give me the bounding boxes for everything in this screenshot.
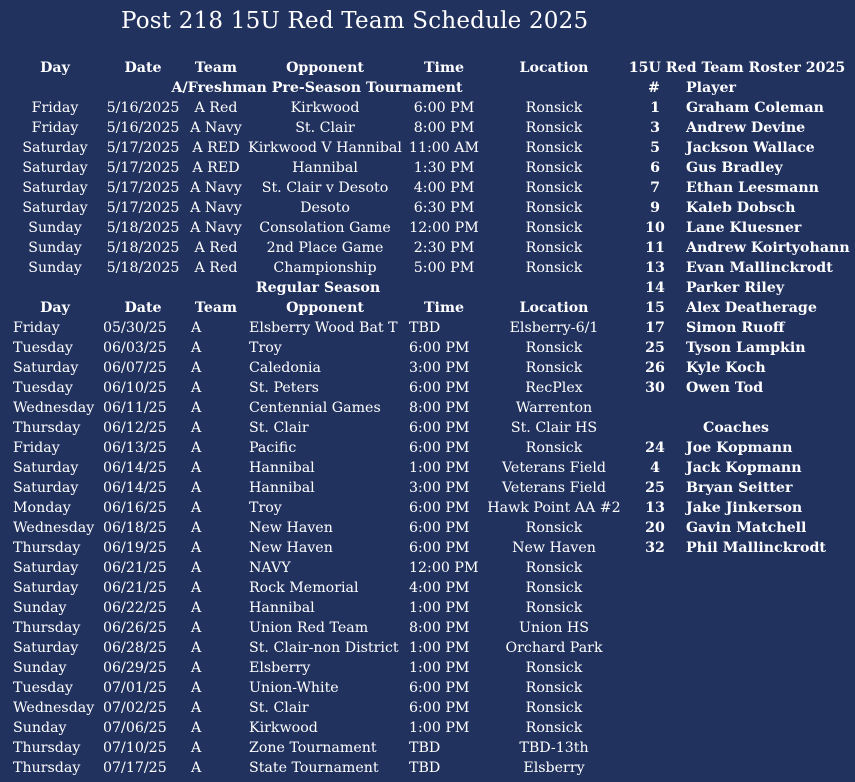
roster-player-name: Ethan Leesmann: [686, 180, 819, 196]
preseason-row-time: 2:30 PM: [413, 240, 475, 256]
roster-player-number: 9: [650, 200, 660, 216]
roster-player-number: 17: [645, 320, 665, 336]
regular-row-team: A: [191, 320, 202, 336]
preseason-row-location: Ronsick: [525, 220, 583, 236]
preseason-row-day: Saturday: [22, 160, 88, 176]
preseason-row-date: 5/17/2025: [106, 200, 180, 216]
regular-row-date: 06/19/25: [103, 540, 167, 556]
regular-row-date: 06/21/25: [103, 560, 167, 576]
preseason-row-team: A Red: [194, 260, 238, 276]
preseason-header-day: Day: [40, 60, 70, 76]
regular-row-opponent: Hannibal: [249, 480, 315, 496]
coach-name: Gavin Matchell: [686, 520, 807, 536]
regular-row-team: A: [191, 640, 202, 656]
regular-row-location: Union HS: [519, 620, 589, 636]
roster-player-number: 15: [645, 300, 665, 316]
regular-row-date: 07/02/25: [103, 700, 167, 716]
regular-row-opponent: Troy: [249, 500, 282, 516]
regular-row-day: Friday: [13, 320, 60, 336]
preseason-row-team: A Navy: [190, 220, 242, 236]
regular-row-date: 06/16/25: [103, 500, 167, 516]
preseason-row-date: 5/18/2025: [106, 220, 180, 236]
regular-row-time: TBD: [409, 760, 441, 776]
coach-number: 24: [645, 440, 665, 456]
preseason-row-opponent: Consolation Game: [259, 220, 391, 236]
preseason-row-team: A RED: [192, 160, 240, 176]
preseason-row-date: 5/16/2025: [106, 100, 180, 116]
regular-row-time: 6:00 PM: [409, 680, 470, 696]
regular-row-team: A: [191, 440, 202, 456]
regular-row-location: Veterans Field: [501, 460, 607, 476]
roster-player-number: 14: [645, 280, 665, 296]
preseason-row-opponent: Championship: [273, 260, 377, 276]
preseason-row-team: A Red: [194, 100, 238, 116]
regular-row-time: 3:00 PM: [409, 360, 470, 376]
regular-row-day: Saturday: [13, 480, 79, 496]
coach-name: Joe Kopmann: [686, 440, 793, 456]
regular-row-location: Veterans Field: [501, 480, 607, 496]
regular-row-date: 06/12/25: [103, 420, 167, 436]
roster-player-name: Graham Coleman: [686, 100, 824, 116]
roster-player-number: 26: [645, 360, 665, 376]
preseason-row-opponent: Kirkwood: [290, 100, 360, 116]
regular-row-time: 1:00 PM: [409, 720, 470, 736]
preseason-row-day: Sunday: [28, 220, 82, 236]
preseason-row-day: Sunday: [28, 240, 82, 256]
regular-row-date: 06/07/25: [103, 360, 167, 376]
preseason-row-time: 6:30 PM: [413, 200, 475, 216]
regular-row-time: 6:00 PM: [409, 500, 470, 516]
regular-row-opponent: New Haven: [249, 540, 333, 556]
coach-number: 32: [645, 540, 665, 556]
regular-row-team: A: [191, 540, 202, 556]
regular-row-time: 6:00 PM: [409, 520, 470, 536]
roster-player-number: 6: [650, 160, 660, 176]
regular-row-day: Wednesday: [13, 520, 95, 536]
roster-player-name: Andrew Koirtyohann: [686, 240, 850, 256]
regular-row-opponent: Zone Tournament: [249, 740, 377, 756]
regular-row-location: Ronsick: [525, 340, 583, 356]
regular-row-opponent: Caledonia: [249, 360, 322, 376]
roster-player-number: 25: [645, 340, 665, 356]
roster-title: 15U Red Team Roster 2025: [628, 60, 846, 76]
roster-player-number: 11: [645, 240, 665, 256]
regular-row-team: A: [191, 720, 202, 736]
regular-row-time: 6:00 PM: [409, 440, 470, 456]
regular-row-team: A: [191, 520, 202, 536]
regular-row-day: Tuesday: [13, 680, 73, 696]
preseason-header-time: Time: [424, 60, 464, 76]
coach-number: 20: [645, 520, 665, 536]
regular-section-title: Regular Season: [255, 280, 381, 296]
preseason-row-date: 5/17/2025: [106, 140, 180, 156]
preseason-row-day: Friday: [31, 120, 79, 136]
regular-row-date: 06/13/25: [103, 440, 167, 456]
preseason-row-date: 5/18/2025: [106, 260, 180, 276]
regular-header-time: Time: [424, 300, 464, 316]
regular-row-location: Elsberry: [523, 760, 585, 776]
regular-row-opponent: Union Red Team: [249, 620, 369, 636]
preseason-row-opponent: St. Clair v Desoto: [261, 180, 389, 196]
preseason-row-location: Ronsick: [525, 100, 583, 116]
regular-row-opponent: St. Clair: [249, 420, 309, 436]
roster-player-name: Tyson Lampkin: [686, 340, 806, 356]
regular-row-opponent: Hannibal: [249, 460, 315, 476]
regular-row-team: A: [191, 400, 202, 416]
regular-row-time: 1:00 PM: [409, 460, 470, 476]
regular-row-opponent: Elsberry: [249, 660, 311, 676]
regular-row-location: Ronsick: [525, 580, 583, 596]
roster-player-name: Kyle Koch: [686, 360, 766, 376]
regular-row-time: 12:00 PM: [409, 560, 479, 576]
preseason-row-location: Ronsick: [525, 180, 583, 196]
roster-player-name: Evan Mallinckrodt: [686, 260, 833, 276]
coach-name: Jack Kopmann: [686, 460, 802, 476]
regular-row-time: 1:00 PM: [409, 600, 470, 616]
regular-header-date: Date: [124, 300, 162, 316]
regular-row-time: 3:00 PM: [409, 480, 470, 496]
regular-row-location: New Haven: [512, 540, 596, 556]
regular-row-opponent: Troy: [249, 340, 282, 356]
regular-row-day: Wednesday: [13, 700, 95, 716]
preseason-row-time: 6:00 PM: [413, 100, 475, 116]
regular-row-time: 8:00 PM: [409, 400, 470, 416]
preseason-header-team: Team: [194, 60, 238, 76]
regular-row-team: A: [191, 680, 202, 696]
roster-player-name: Lane Kluesner: [686, 220, 802, 236]
regular-row-date: 06/10/25: [103, 380, 167, 396]
preseason-row-team: A RED: [192, 140, 240, 156]
regular-row-location: St. Clair HS: [510, 420, 598, 436]
regular-row-date: 07/17/25: [103, 760, 167, 776]
regular-row-team: A: [191, 620, 202, 636]
coaches-title: Coaches: [703, 420, 769, 436]
regular-row-location: Ronsick: [525, 520, 583, 536]
preseason-row-opponent: 2nd Place Game: [266, 240, 384, 256]
regular-row-opponent: Pacific: [249, 440, 297, 456]
preseason-row-day: Saturday: [22, 140, 88, 156]
regular-row-date: 06/18/25: [103, 520, 167, 536]
regular-row-opponent: Union-White: [249, 680, 339, 696]
regular-row-team: A: [191, 580, 202, 596]
preseason-row-opponent: Kirkwood V Hannibal: [248, 140, 402, 156]
regular-row-time: 1:00 PM: [409, 660, 470, 676]
regular-row-opponent: NAVY: [249, 560, 291, 576]
regular-row-day: Sunday: [13, 660, 67, 676]
preseason-row-day: Saturday: [22, 180, 88, 196]
preseason-row-team: A Navy: [190, 200, 242, 216]
regular-row-time: TBD: [409, 740, 441, 756]
preseason-header-location: Location: [519, 60, 589, 76]
regular-row-location: RecPlex: [525, 380, 583, 396]
regular-row-date: 06/26/25: [103, 620, 167, 636]
regular-row-team: A: [191, 700, 202, 716]
preseason-row-team: A Red: [194, 240, 238, 256]
regular-row-location: Ronsick: [525, 600, 583, 616]
roster-player-number: 1: [650, 100, 660, 116]
regular-row-team: A: [191, 500, 202, 516]
regular-row-location: Warrenton: [515, 400, 593, 416]
regular-row-day: Thursday: [13, 540, 81, 556]
regular-row-opponent: Rock Memorial: [249, 580, 359, 596]
regular-row-opponent: Kirkwood: [249, 720, 318, 736]
roster-player-number: 7: [650, 180, 660, 196]
regular-row-time: 6:00 PM: [409, 340, 470, 356]
regular-row-team: A: [191, 660, 202, 676]
regular-row-location: Orchard Park: [505, 640, 603, 656]
regular-row-team: A: [191, 360, 202, 376]
regular-row-time: 6:00 PM: [409, 540, 470, 556]
regular-row-time: 6:00 PM: [409, 420, 470, 436]
regular-row-location: Ronsick: [525, 360, 583, 376]
coach-name: Jake Jinkerson: [686, 500, 803, 516]
regular-row-day: Sunday: [13, 600, 67, 616]
preseason-row-day: Saturday: [22, 200, 88, 216]
regular-row-team: A: [191, 340, 202, 356]
regular-row-date: 05/30/25: [103, 320, 167, 336]
roster-player-number: 13: [645, 260, 665, 276]
preseason-row-location: Ronsick: [525, 120, 583, 136]
regular-row-date: 06/14/25: [103, 460, 167, 476]
preseason-row-time: 4:00 PM: [413, 180, 475, 196]
preseason-row-team: A Navy: [190, 120, 242, 136]
preseason-row-date: 5/16/2025: [106, 120, 180, 136]
regular-row-time: 8:00 PM: [409, 620, 470, 636]
roster-player-number: 30: [645, 380, 665, 396]
regular-row-day: Thursday: [13, 620, 81, 636]
regular-row-location: Ronsick: [525, 560, 583, 576]
regular-row-date: 06/11/25: [103, 400, 167, 416]
regular-row-day: Tuesday: [13, 380, 73, 396]
coach-number: 25: [645, 480, 665, 496]
roster-player-name: Simon Ruoff: [686, 320, 785, 336]
regular-row-day: Thursday: [13, 740, 81, 756]
regular-row-day: Tuesday: [13, 340, 73, 356]
preseason-row-time: 8:00 PM: [413, 120, 475, 136]
regular-row-date: 06/22/25: [103, 600, 167, 616]
regular-header-day: Day: [40, 300, 70, 316]
preseason-row-location: Ronsick: [525, 140, 583, 156]
regular-row-location: Ronsick: [525, 660, 583, 676]
preseason-section-title: A/Freshman Pre-Season Tournament: [171, 80, 463, 96]
regular-row-day: Saturday: [13, 560, 79, 576]
regular-row-time: 6:00 PM: [409, 700, 470, 716]
regular-row-day: Thursday: [13, 420, 81, 436]
regular-row-team: A: [191, 420, 202, 436]
regular-row-team: A: [191, 760, 202, 776]
regular-row-time: 6:00 PM: [409, 380, 470, 396]
regular-row-date: 06/21/25: [103, 580, 167, 596]
preseason-row-date: 5/18/2025: [106, 240, 180, 256]
preseason-row-location: Ronsick: [525, 200, 583, 216]
regular-row-location: Hawk Point AA #2: [487, 500, 621, 516]
preseason-row-date: 5/17/2025: [106, 160, 180, 176]
coach-number: 4: [650, 460, 660, 476]
regular-row-opponent: Hannibal: [249, 600, 315, 616]
regular-row-opponent: State Tournament: [249, 760, 379, 776]
regular-header-team: Team: [194, 300, 238, 316]
regular-row-day: Wednesday: [13, 400, 95, 416]
regular-row-location: TBD-13th: [519, 740, 589, 756]
roster-player-number: 10: [645, 220, 665, 236]
regular-row-time: TBD: [409, 320, 441, 336]
roster-player-name: Kaleb Dobsch: [686, 200, 796, 216]
regular-row-day: Saturday: [13, 640, 79, 656]
preseason-row-time: 5:00 PM: [413, 260, 475, 276]
regular-row-location: Ronsick: [525, 700, 583, 716]
regular-row-date: 06/14/25: [103, 480, 167, 496]
regular-row-team: A: [191, 560, 202, 576]
regular-row-opponent: St. Peters: [249, 380, 319, 396]
roster-header-number: #: [648, 80, 660, 96]
preseason-row-time: 1:30 PM: [413, 160, 475, 176]
regular-row-location: Ronsick: [525, 720, 583, 736]
preseason-row-time: 12:00 PM: [409, 220, 479, 236]
regular-row-team: A: [191, 460, 202, 476]
roster-player-name: Jackson Wallace: [686, 140, 815, 156]
preseason-row-opponent: St. Clair: [295, 120, 355, 136]
regular-row-team: A: [191, 480, 202, 496]
regular-row-location: Elsberry-6/1: [509, 320, 599, 336]
regular-row-time: 4:00 PM: [409, 580, 470, 596]
coach-name: Bryan Seitter: [686, 480, 793, 496]
regular-row-date: 07/10/25: [103, 740, 167, 756]
preseason-row-location: Ronsick: [525, 240, 583, 256]
regular-row-location: Ronsick: [525, 440, 583, 456]
roster-player-name: Alex Deatherage: [686, 300, 817, 316]
preseason-row-day: Friday: [31, 100, 79, 116]
roster-player-number: 5: [650, 140, 660, 156]
preseason-row-time: 11:00 AM: [408, 140, 480, 156]
regular-row-opponent: St. Clair-non District: [249, 640, 399, 656]
regular-row-opponent: Elsberry Wood Bat T: [249, 320, 398, 336]
regular-row-day: Saturday: [13, 460, 79, 476]
preseason-header-opponent: Opponent: [286, 60, 364, 76]
roster-player-number: 3: [650, 120, 660, 136]
preseason-row-opponent: Hannibal: [292, 160, 358, 176]
regular-row-day: Saturday: [13, 360, 79, 376]
preseason-header-date: Date: [124, 60, 162, 76]
regular-row-date: 06/29/25: [103, 660, 167, 676]
regular-row-opponent: Centennial Games: [249, 400, 381, 416]
roster-player-name: Andrew Devine: [686, 120, 806, 136]
regular-row-time: 1:00 PM: [409, 640, 470, 656]
preseason-row-location: Ronsick: [525, 260, 583, 276]
roster-header-player: Player: [686, 80, 736, 96]
regular-row-day: Saturday: [13, 580, 79, 596]
regular-row-team: A: [191, 600, 202, 616]
page-title: Post 218 15U Red Team Schedule 2025: [121, 8, 589, 34]
regular-row-date: 07/06/25: [103, 720, 167, 736]
regular-row-day: Friday: [13, 440, 60, 456]
preseason-row-team: A Navy: [190, 180, 242, 196]
roster-player-name: Owen Tod: [686, 380, 764, 396]
preseason-row-location: Ronsick: [525, 160, 583, 176]
regular-row-date: 06/03/25: [103, 340, 167, 356]
preseason-row-day: Sunday: [28, 260, 82, 276]
regular-row-day: Monday: [13, 500, 71, 516]
regular-row-day: Sunday: [13, 720, 67, 736]
roster-player-name: Gus Bradley: [686, 160, 783, 176]
roster-player-name: Parker Riley: [686, 280, 785, 296]
regular-row-date: 07/01/25: [103, 680, 167, 696]
regular-row-day: Thursday: [13, 760, 81, 776]
coach-number: 13: [645, 500, 665, 516]
regular-row-date: 06/28/25: [103, 640, 167, 656]
regular-header-opponent: Opponent: [286, 300, 364, 316]
preseason-row-opponent: Desoto: [300, 200, 350, 216]
preseason-row-date: 5/17/2025: [106, 180, 180, 196]
regular-row-team: A: [191, 380, 202, 396]
regular-row-opponent: St. Clair: [249, 700, 309, 716]
regular-row-opponent: New Haven: [249, 520, 333, 536]
regular-header-location: Location: [519, 300, 589, 316]
regular-row-team: A: [191, 740, 202, 756]
regular-row-location: Ronsick: [525, 680, 583, 696]
coach-name: Phil Mallinckrodt: [686, 540, 826, 556]
